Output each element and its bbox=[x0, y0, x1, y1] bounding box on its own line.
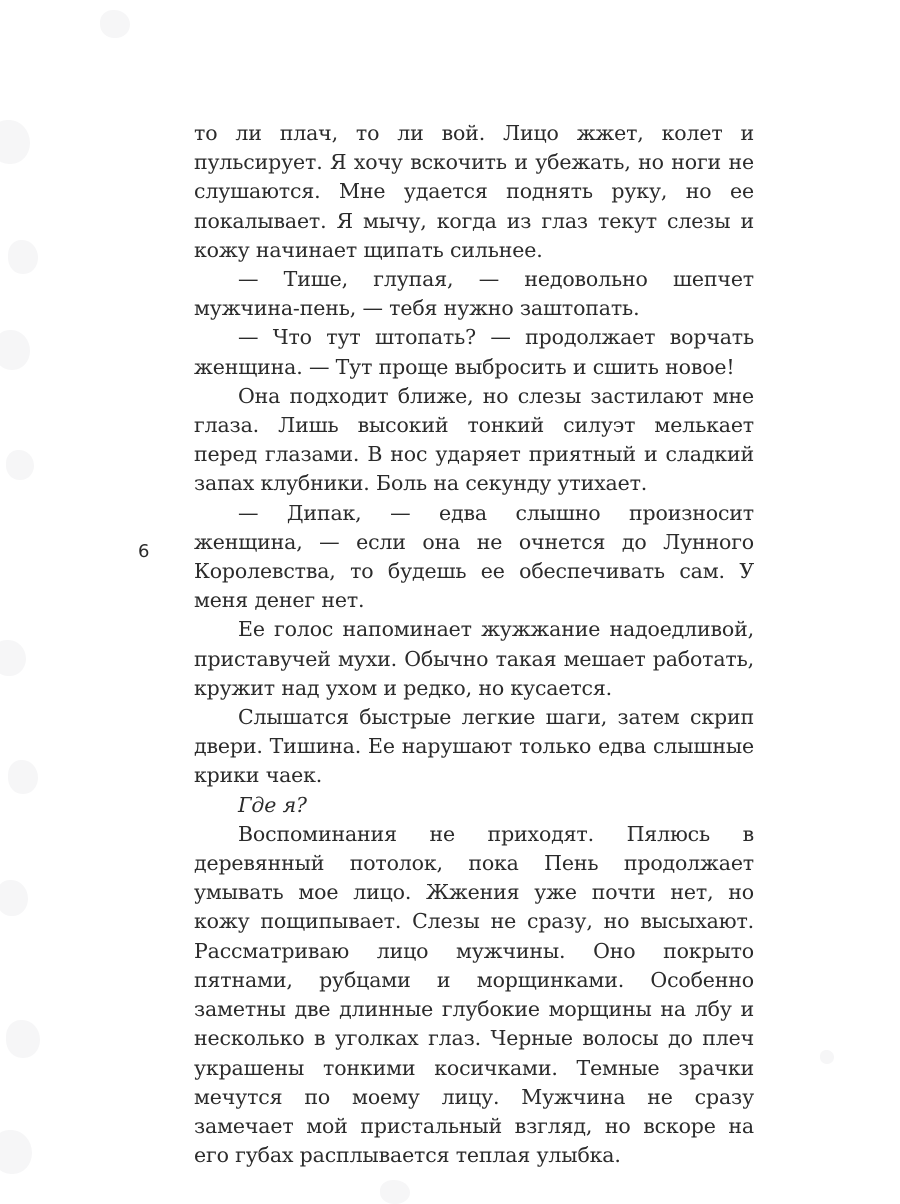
page-number: 6 bbox=[138, 541, 150, 562]
decorative-shape bbox=[0, 640, 26, 676]
paragraph: Слышатся быстрые легкие шаги, затем скрип двери. Тишина. Ее нарушают только едва слышные крики чаек. bbox=[194, 705, 754, 788]
decorative-shape bbox=[0, 880, 28, 916]
decorative-shape bbox=[820, 1050, 834, 1064]
decorative-shape bbox=[100, 10, 130, 38]
paragraph: — Что тут штопать? — продолжает ворчать женщина. — Тут проще выбросить и сшить новое! bbox=[194, 325, 754, 379]
decorative-shape bbox=[8, 240, 38, 274]
paragraph: — Тише, глупая, — недовольно шепчет мужчина-пень, — тебя нужно заштопать. bbox=[194, 267, 754, 321]
decorative-shape bbox=[6, 1020, 40, 1058]
decorative-shape bbox=[0, 120, 30, 164]
paragraph-italic: Где я? bbox=[238, 792, 307, 817]
paragraph: Воспоминания не приходят. Пялюсь в деревянный потолок, пока Пень продолжает умывать мое лицо. Жжения уже почти нет, но кожу пощипывает. Слезы не сразу, но высыхают. Рассматриваю лицо мужчины. Оно покрыто пятнами, рубцами и морщинками. Особенно заметны две длинные глубокие морщины на лбу и несколько в уголках глаз. Черные волосы до плеч украшены тонкими косичками. Темные зрачки мечутся по моему лицу. Мужчина не сразу замечает мой пристальный взгляд, но вскоре на его губах расплывается теплая улыбка. bbox=[194, 821, 754, 1168]
decorative-shape bbox=[8, 760, 38, 794]
paragraph: то ли плач, то ли вой. Лицо жжет, колет и пульсирует. Я хочу вскочить и убежать, но ноги не слушаются. Мне удается поднять руку, но ее покалывает. Я мычу, когда из глаз текут слезы и кожу начинает щипать сильнее. bbox=[194, 121, 754, 262]
decorative-shape bbox=[0, 330, 30, 370]
paragraph: Она подходит ближе, но слезы застилают мне глаза. Лишь высокий тонкий силуэт мелькает перед глазами. В нос ударяет приятный и сладкий запах клубники. Боль на секунду утихает. bbox=[194, 383, 754, 496]
paragraph: — Дипак, — едва слышно произносит женщина, — если она не очнется до Лунного Королевства, то будешь ее обеспечивать сам. У меня денег нет. bbox=[194, 500, 754, 613]
decorative-shape bbox=[6, 450, 34, 480]
decorative-shape bbox=[0, 1130, 32, 1174]
body-text bbox=[194, 119, 754, 1170]
decorative-shape bbox=[380, 1180, 410, 1204]
paragraph: Ее голос напоминает жужжание надоедливой, приставучей мухи. Обычно такая мешает работать, кружит над ухом и редко, но кусается. bbox=[194, 617, 754, 700]
